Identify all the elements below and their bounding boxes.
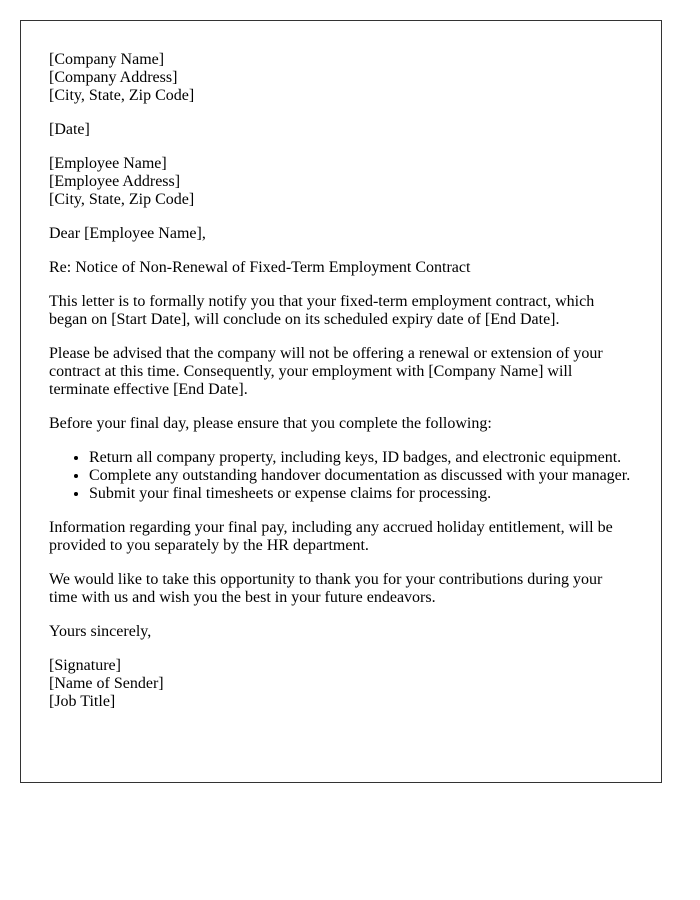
- list-item: • Submit your final timesheets or expense claims for processing.: [89, 485, 632, 503]
- company-address: [Company Address]: [49, 69, 178, 86]
- text-line: contract at this time. Consequently, your employment with [Company Name] will: [49, 363, 573, 380]
- job-title: [Job Title]: [49, 693, 116, 710]
- text-line: Information regarding your final pay, including any accrued holiday entitlement, will be: [49, 519, 613, 536]
- text-line: Before your final day, please ensure that you complete the following:: [49, 415, 492, 432]
- signoff: Yours sincerely,: [49, 623, 152, 640]
- employee-city: [City, State, Zip Code]: [49, 191, 195, 208]
- signature-block: [49, 657, 632, 711]
- employee-address: [Employee Address]: [49, 173, 181, 190]
- employee-name: [Employee Name]: [49, 155, 167, 172]
- text-line: We would like to take this opportunity to thank you for your contributions during your: [49, 571, 603, 588]
- paragraph-notice: [49, 293, 632, 329]
- list-item: • Return all company property, including keys, ID badges, and electronic equipment.: [89, 449, 632, 467]
- letter: [20, 20, 662, 783]
- text-line: time with us and wish you the best in your future endeavors.: [49, 589, 436, 606]
- paragraph-non-renewal: [49, 345, 632, 399]
- company-city: [City, State, Zip Code]: [49, 87, 195, 104]
- list-item: • Complete any outstanding handover documentation as discussed with your manager.: [89, 467, 632, 485]
- company-name: [Company Name]: [49, 51, 165, 68]
- recipient-address: [49, 155, 632, 209]
- salutation: Dear [Employee Name],: [49, 225, 206, 242]
- letter-date: [Date]: [49, 121, 90, 138]
- text-line: Please be advised that the company will not be offering a renewal or extension of your: [49, 345, 603, 362]
- checklist: [49, 449, 632, 503]
- paragraph-thanks: [49, 571, 632, 607]
- text-line: began on [Start Date], will conclude on its scheduled expiry date of [End Date].: [49, 311, 560, 328]
- signature: [Signature]: [49, 657, 121, 674]
- paragraph-final-pay: [49, 519, 632, 555]
- sender-address: [49, 51, 632, 105]
- paragraph-checklist-intro: [49, 415, 632, 433]
- text-line: terminate effective [End Date].: [49, 381, 248, 398]
- sender-name: [Name of Sender]: [49, 675, 164, 692]
- subject-line: Re: Notice of Non-Renewal of Fixed-Term Employment Contract: [49, 259, 471, 276]
- text-line: This letter is to formally notify you that your fixed-term employment contract, which: [49, 293, 595, 310]
- text-line: provided to you separately by the HR department.: [49, 537, 369, 554]
